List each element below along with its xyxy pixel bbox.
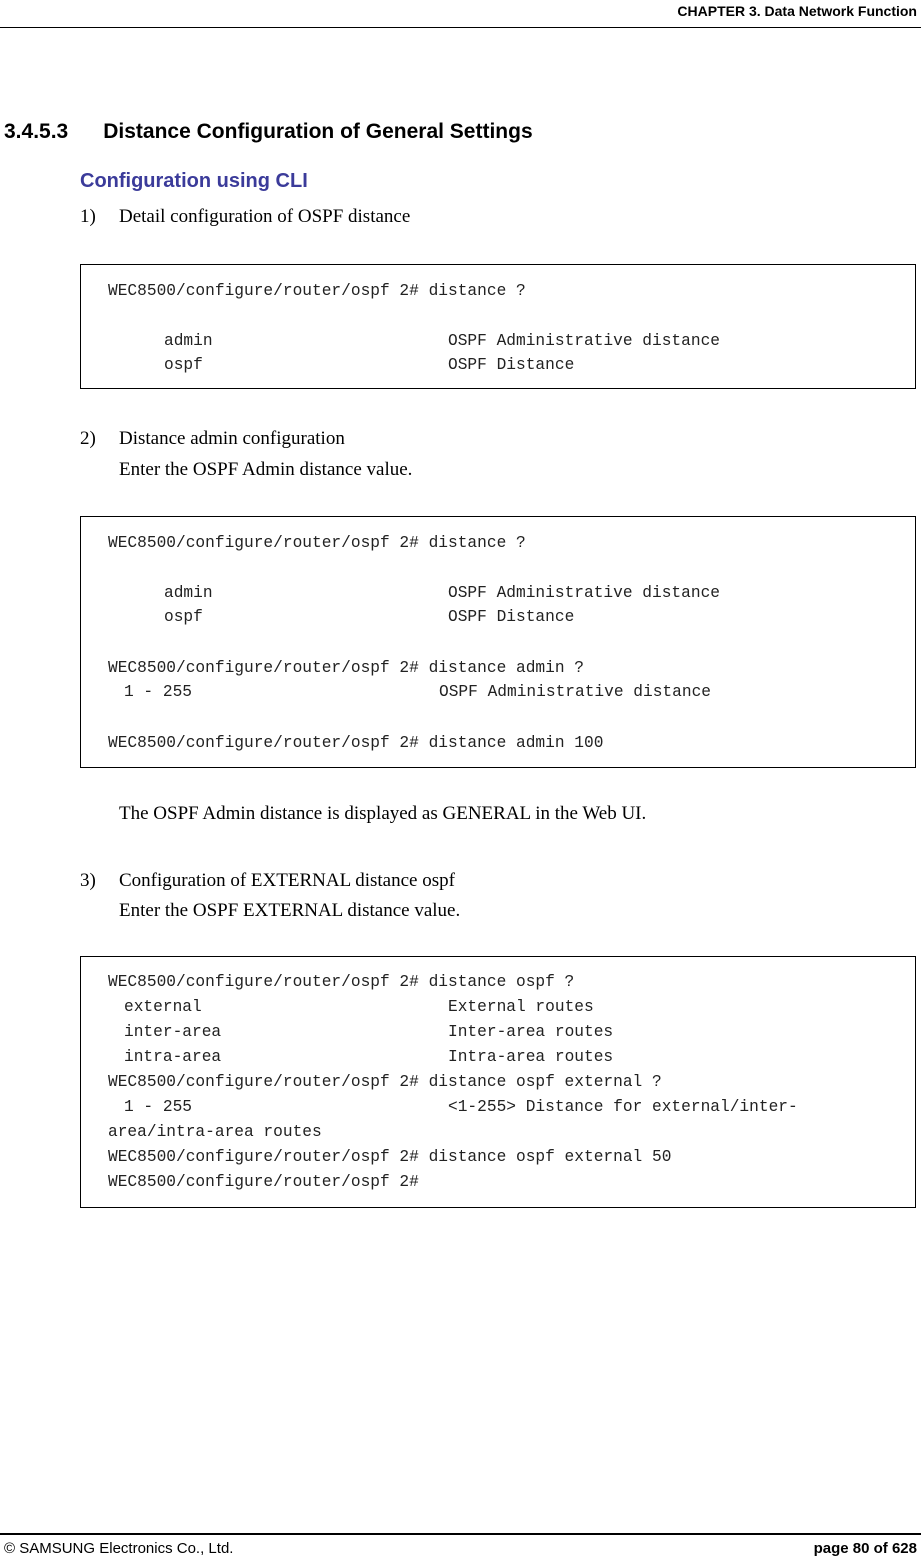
step-3-text: Configuration of EXTERNAL distance ospf [119,870,455,891]
code-line: 1 - 255 [124,683,192,701]
code-block-1 [80,264,916,389]
step-2-number: 2) [80,428,96,449]
code-block-2 [80,516,916,768]
footer-page-number: page 80 of 628 [813,1540,917,1557]
step-1-text: Detail configuration of OSPF distance [119,206,411,227]
code-line-desc: OSPF Administrative distance [448,584,720,602]
code-line: WEC8500/configure/router/ospf 2# distance ospf external 50 [108,1148,672,1166]
subheading-cli: Configuration using CLI [80,170,308,192]
code-block-3 [80,956,916,1208]
code-line-desc: Inter-area routes [448,1023,614,1041]
code-line-desc: External routes [448,998,594,1016]
footer-copyright: © SAMSUNG Electronics Co., Ltd. [4,1540,234,1557]
step-2-text: Distance admin configuration [119,428,345,449]
code-line-desc: OSPF Administrative distance [448,332,720,350]
code-line: WEC8500/configure/router/ospf 2# distance ? [108,282,526,300]
code-line: ospf [164,356,203,374]
code-line: admin [164,332,213,350]
code-line-desc: <1-255> Distance for external/inter- [448,1098,798,1116]
step-3-subtext: Enter the OSPF EXTERNAL distance value. [119,900,461,921]
step-3-number: 3) [80,870,96,891]
web-ui-note: The OSPF Admin distance is displayed as GENERAL in the Web UI. [119,803,647,824]
chapter-header: CHAPTER 3. Data Network Function [677,3,917,19]
code-line: 1 - 255 [124,1098,192,1116]
code-line: admin [164,584,213,602]
step-2-subtext: Enter the OSPF Admin distance value. [119,459,413,480]
section-number: 3.4.5.3 [4,120,69,143]
header-divider [0,27,921,28]
code-line: WEC8500/configure/router/ospf 2# [108,1173,419,1191]
code-line: WEC8500/configure/router/ospf 2# distance ospf external ? [108,1073,662,1091]
section-title [4,120,533,144]
step-1-number: 1) [80,206,96,227]
code-line: external [124,998,202,1016]
code-line: ospf [164,608,203,626]
code-line: area/intra-area routes [108,1123,322,1141]
code-line: WEC8500/configure/router/ospf 2# distance ospf ? [108,973,575,991]
code-line-desc: Intra-area routes [448,1048,614,1066]
code-line: WEC8500/configure/router/ospf 2# distance admin ? [108,659,584,677]
code-line-desc: OSPF Administrative distance [439,683,711,701]
code-line: intra-area [124,1048,222,1066]
section-title-text: Distance Configuration of General Settings [103,120,533,143]
code-line: inter-area [124,1023,222,1041]
code-line: WEC8500/configure/router/ospf 2# distance admin 100 [108,734,604,752]
footer-divider [0,1533,921,1535]
code-line-desc: OSPF Distance [448,608,575,626]
code-line: WEC8500/configure/router/ospf 2# distance ? [108,534,526,552]
code-line-desc: OSPF Distance [448,356,575,374]
